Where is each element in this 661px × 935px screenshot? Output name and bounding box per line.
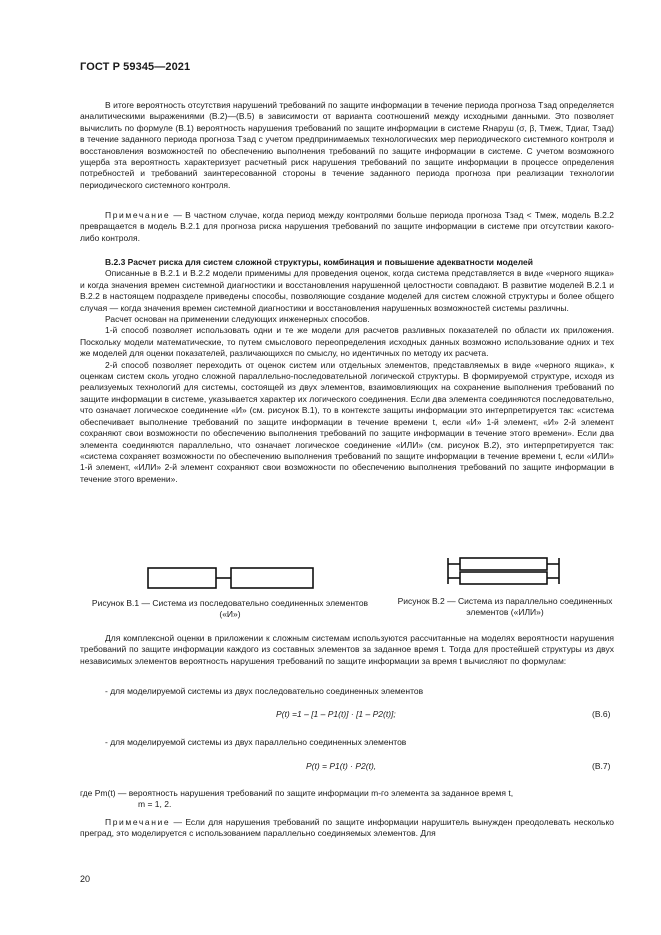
list-item-parallel: - для моделируемой системы из двух параллельно соединенных элементов [105, 737, 407, 747]
note-1-text: — В частном случае, когда период между контролями больше периода прогноза Tзад < Tмеж, модель В.2.2 превращается в модель В.2.1 для прогноза риска нарушения требований по защите информации в системе при отсутствии какого-либо контроля. [80, 210, 614, 243]
parallel-element-1 [460, 558, 547, 570]
figure-2-caption: Рисунок В.2 — Система из параллельно соединенных элементов («ИЛИ») [397, 596, 613, 617]
series-element-1 [148, 568, 216, 588]
note-1-label: Примечание [105, 210, 171, 220]
where-text: где Pm(t) — вероятность нарушения требований по защите информации m-го элемента за заданное время t, [80, 788, 514, 798]
page-number: 20 [80, 874, 91, 884]
where-clause [80, 788, 614, 811]
figure-series-diagram [147, 566, 317, 590]
paragraph-method-1: 1-й способ позволяет использовать одни и те же модели для расчетов разливных показателей по области их приложения. Поскольку модели математические, то путем смыслового переопределения исходных данных возможно использование одних и тех же моделей для оценки показателей, различающихся по смыслу, но идентичных по методу их расчета. [80, 325, 614, 359]
paragraph-complex-evaluation: Для комплексной оценки в приложении к сложным системам используются рассчитанные на моделях вероятности нарушения требований по защите информации каждого из составных элементов за заданное время t. Тогда для простейшей структуры из двух независимых элементов вероятность нарушения требований по защите информации за время t вычисляют по формулам: [80, 633, 614, 666]
note-2-text: — Если для нарушения требований по защите информации нарушитель вынужден преодолевать несколько преград, это моделируется с использованием параллельно соединяемых элементов. Для [80, 817, 614, 839]
parallel-element-2 [460, 572, 547, 584]
where-m-values: m = 1, 2. [138, 799, 172, 810]
figure-parallel-diagram [446, 555, 562, 587]
paragraph-models: Описанные в В.2.1 и В.2.2 модели применимы для проведения оценок, когда система представляется в виде «черного ящика» и когда значения времен системной диагностики и восстановления нарушенной целостности совпадают. В развитие моделей В.2.1 и В.2.2 в настоящем подразделе приведены способы, позволяющие создание моделей для систем сложной структуры и более общего случая — когда значения времен системной диагностики и восстановления нарушенных возможностей системы различны. [80, 268, 614, 313]
paragraph-methods-intro: Расчет основан на применении следующих инженерных способов. [105, 314, 370, 325]
list-item-series: - для моделируемой системы из двух последовательно соединенных элементов [105, 686, 424, 696]
figure-1-caption: Рисунок В.1 — Система из последовательно соединенных элементов («И») [91, 598, 369, 619]
section-b23 [80, 257, 614, 485]
note-2-label: Примечание [105, 817, 171, 827]
paragraph-probability: В итоге вероятность отсутствия нарушений требований по защите информации в течение периода прогноза Tзад определяется аналитическими выражениями (В.2)—(В.5) в зависимости от варианта соотношений между исходными данными. Это позволяет вычислить по формуле (В.1) вероятность нарушения требований по защите информации в системе Rнаруш (σ, β, Tмеж, Tдиаг, Tзад) в течение заданного периода прогноза Tзад с учетом предпринимаемых технологических мер периодического системного контроля и восстановления возможностей по обеспечению выполнения требований по защите информации в системе. С учетом возможного ущерба эта вероятность характеризует расчетный риск нарушения требований по защите информации в процессе определения потребностей и требований заинтересованной стороны в течение заданного периода прогноза при реализации технологии периодического системного контроля. [80, 100, 614, 190]
series-element-2 [231, 568, 313, 588]
equation-number-b7: (В.7) [592, 761, 611, 771]
equation-number-b6: (В.6) [592, 709, 611, 719]
note-1 [80, 210, 614, 244]
section-heading: В.2.3 Расчет риска для систем сложной структуры, комбинация и повышение адекватности моделей [105, 257, 533, 267]
paragraph-method-2: 2-й способ позволяет переходить от оценок систем или отдельных элементов, представляемых в виде «черного ящика», к оценкам систем сколь угодно сложной параллельно-последовательной логической структуры. В формируемой структуре, исходя из реализуемых технологий для системы, состоящей из двух элементов, взаимовлияющих на сохранение выполнения требований по защите информации в системе, указывается характер их логического соединения. Если два элемента соединяются последовательно, что означает логическое соединение «И» (см. рисунок В.1), то в контексте защиты информации это интерпретируется так: «система обеспечивает выполнение требований по защите информации в течение времени t, если «И» 1-й элемент, «И» 2-й элемент сохраняют свои возможности по обеспечению выполнения требований по защите информации в течение этого времени». Если два элемента соединяются параллельно, что означает логическое соединение «ИЛИ» (см. рисунок В.2), это интерпретируется так: «система сохраняет возможности по обеспечению выполнения требований по защите информации в течение времени t, если «ИЛИ» 1-й элемент, «ИЛИ» 2-й элемент сохраняют свои возможности по обеспечению выполнения требований по защите информации в течение этого времени». [80, 359, 614, 484]
formula-b6: P(t) =1 – [1 – P1(t)] · [1 – P2(t)]; [276, 709, 396, 719]
note-2 [80, 817, 614, 840]
formula-b7: P(t) = P1(t) · P2(t), [306, 761, 377, 771]
document-header: ГОСТ Р 59345—2021 [80, 61, 191, 73]
